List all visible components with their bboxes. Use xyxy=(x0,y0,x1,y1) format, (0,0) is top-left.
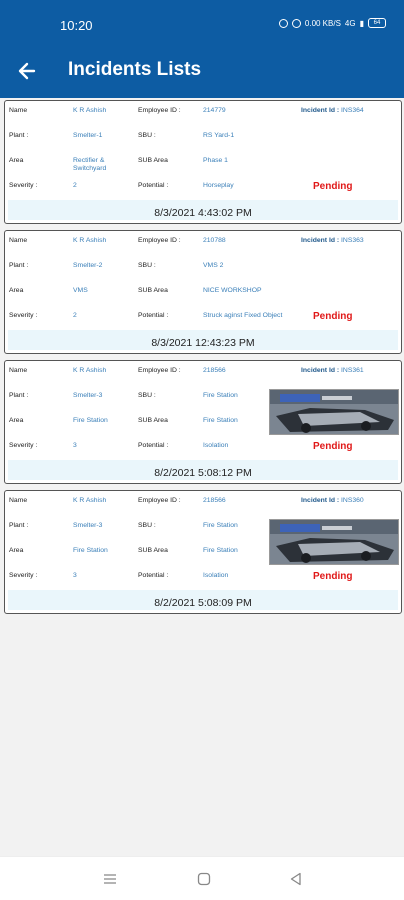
incident-id xyxy=(301,497,364,504)
status-badge: Pending xyxy=(313,311,353,322)
incident-id xyxy=(301,367,364,374)
name-label: Name xyxy=(9,367,28,374)
menu-icon[interactable] xyxy=(102,871,118,887)
sub-area-label: SUB Area xyxy=(138,547,168,554)
plant-label: Plant : xyxy=(9,132,29,139)
plant-label: Plant : xyxy=(9,262,29,269)
incident-card[interactable] xyxy=(4,100,402,224)
back-triangle-icon[interactable] xyxy=(288,871,304,887)
status-badge: Pending xyxy=(313,181,353,192)
severity-label: Severity : xyxy=(9,442,38,449)
employee-id-value: 214779 xyxy=(203,107,226,114)
incident-card[interactable] xyxy=(4,490,402,614)
incident-id-label: Incident Id : xyxy=(301,367,340,374)
incident-id-label: Incident Id : xyxy=(301,497,340,504)
potential-label: Potential : xyxy=(138,572,169,579)
employee-id-label: Employee ID : xyxy=(138,497,181,504)
sbu-label: SBU : xyxy=(138,262,156,269)
name-label: Name xyxy=(9,237,28,244)
sbu-label: SBU : xyxy=(138,522,156,529)
potential-label: Potential : xyxy=(138,442,169,449)
name-label: Name xyxy=(9,107,28,114)
status-time: 10:20 xyxy=(60,18,93,33)
sub-area-label: SUB Area xyxy=(138,417,168,424)
system-nav-bar xyxy=(0,856,404,900)
sub-area-label: SUB Area xyxy=(138,157,168,164)
potential-value: Struck aginst Fixed Object xyxy=(203,312,283,319)
sbu-value: VMS 2 xyxy=(203,262,224,269)
sub-area-value: Fire Station xyxy=(203,547,238,554)
incident-photo xyxy=(270,390,399,435)
area-value: Fire Station xyxy=(73,417,108,424)
area-value: VMS xyxy=(73,287,88,294)
incident-thumbnail[interactable] xyxy=(269,519,399,565)
plant-label: Plant : xyxy=(9,522,29,529)
area-label: Area xyxy=(9,287,24,294)
plant-value: Smelter-3 xyxy=(73,392,103,399)
area-value: Fire Station xyxy=(73,547,108,554)
severity-value: 2 xyxy=(73,182,77,189)
incident-card[interactable] xyxy=(4,360,402,484)
incident-id-label: Incident Id : xyxy=(301,237,340,244)
home-square-icon[interactable] xyxy=(196,871,212,887)
area-label: Area xyxy=(9,547,24,554)
name-value: K R Ashish xyxy=(73,237,107,244)
page-title: Incidents Lists xyxy=(68,59,202,80)
incident-id-value: INS360 xyxy=(341,497,364,504)
employee-id-value: 218566 xyxy=(203,497,226,504)
potential-label: Potential : xyxy=(138,312,169,319)
signal-icon: ▮ xyxy=(359,18,364,28)
sbu-value: RS Yard-1 xyxy=(203,132,235,139)
incident-id-value: INS363 xyxy=(341,237,364,244)
severity-value: 3 xyxy=(73,572,77,579)
plant-value: Smelter-3 xyxy=(73,522,103,529)
incident-photo xyxy=(270,520,399,565)
severity-label: Severity : xyxy=(9,182,38,189)
status-bar xyxy=(0,0,404,44)
name-label: Name xyxy=(9,497,28,504)
sbu-label: SBU : xyxy=(138,132,156,139)
sub-area-value: Fire Station xyxy=(203,417,238,424)
sbu-label: SBU : xyxy=(138,392,156,399)
employee-id-label: Employee ID : xyxy=(138,367,181,374)
sbu-value: Fire Station xyxy=(203,392,238,399)
potential-value: Horseplay xyxy=(203,182,234,189)
name-value: K R Ashish xyxy=(73,497,107,504)
battery-icon: 64 xyxy=(368,18,386,28)
back-button[interactable] xyxy=(12,56,42,86)
incident-id-label: Incident Id : xyxy=(301,107,340,114)
incident-datetime: 8/3/2021 12:43:23 PM xyxy=(151,337,255,349)
incident-id-value: INS361 xyxy=(341,367,364,374)
sub-area-label: SUB Area xyxy=(138,287,168,294)
incident-datetime: 8/3/2021 4:43:02 PM xyxy=(154,207,252,219)
status-badge: Pending xyxy=(313,571,353,582)
potential-value: Isolation xyxy=(203,572,229,579)
area-label: Area xyxy=(9,157,24,164)
potential-value: Isolation xyxy=(203,442,229,449)
incident-datetime: 8/2/2021 5:08:12 PM xyxy=(154,467,252,479)
arrow-left-icon xyxy=(12,56,42,86)
severity-label: Severity : xyxy=(9,572,38,579)
network-type: 4G xyxy=(344,18,356,28)
plant-value: Smelter-1 xyxy=(73,132,103,139)
incident-id-value: INS364 xyxy=(341,107,364,114)
area-label: Area xyxy=(9,417,24,424)
incident-id xyxy=(301,107,364,114)
sbu-value: Fire Station xyxy=(203,522,238,529)
incident-datetime: 8/2/2021 5:08:09 PM xyxy=(154,597,252,609)
incident-thumbnail[interactable] xyxy=(269,389,399,435)
data-speed: 0.00 KB/S xyxy=(304,18,341,28)
severity-value: 3 xyxy=(73,442,77,449)
app-bar xyxy=(0,44,404,98)
severity-value: 2 xyxy=(73,312,77,319)
sub-area-value: Phase 1 xyxy=(203,157,228,164)
plant-value: Smelter-2 xyxy=(73,262,103,269)
alarm-icon xyxy=(279,19,288,28)
nfc-icon xyxy=(292,19,301,28)
status-badge: Pending xyxy=(313,441,353,452)
incident-card[interactable] xyxy=(4,230,402,354)
sub-area-value: NICE WORKSHOP xyxy=(203,287,262,294)
incident-id xyxy=(301,237,364,244)
employee-id-label: Employee ID : xyxy=(138,237,181,244)
name-value: K R Ashish xyxy=(73,367,107,374)
employee-id-value: 218566 xyxy=(203,367,226,374)
potential-label: Potential : xyxy=(138,182,169,189)
employee-id-label: Employee ID : xyxy=(138,107,181,114)
name-value: K R Ashish xyxy=(73,107,107,114)
severity-label: Severity : xyxy=(9,312,38,319)
status-icons xyxy=(279,18,386,28)
employee-id-value: 210788 xyxy=(203,237,226,244)
area-value: Rectifier & Switchyard xyxy=(73,157,107,172)
plant-label: Plant : xyxy=(9,392,29,399)
